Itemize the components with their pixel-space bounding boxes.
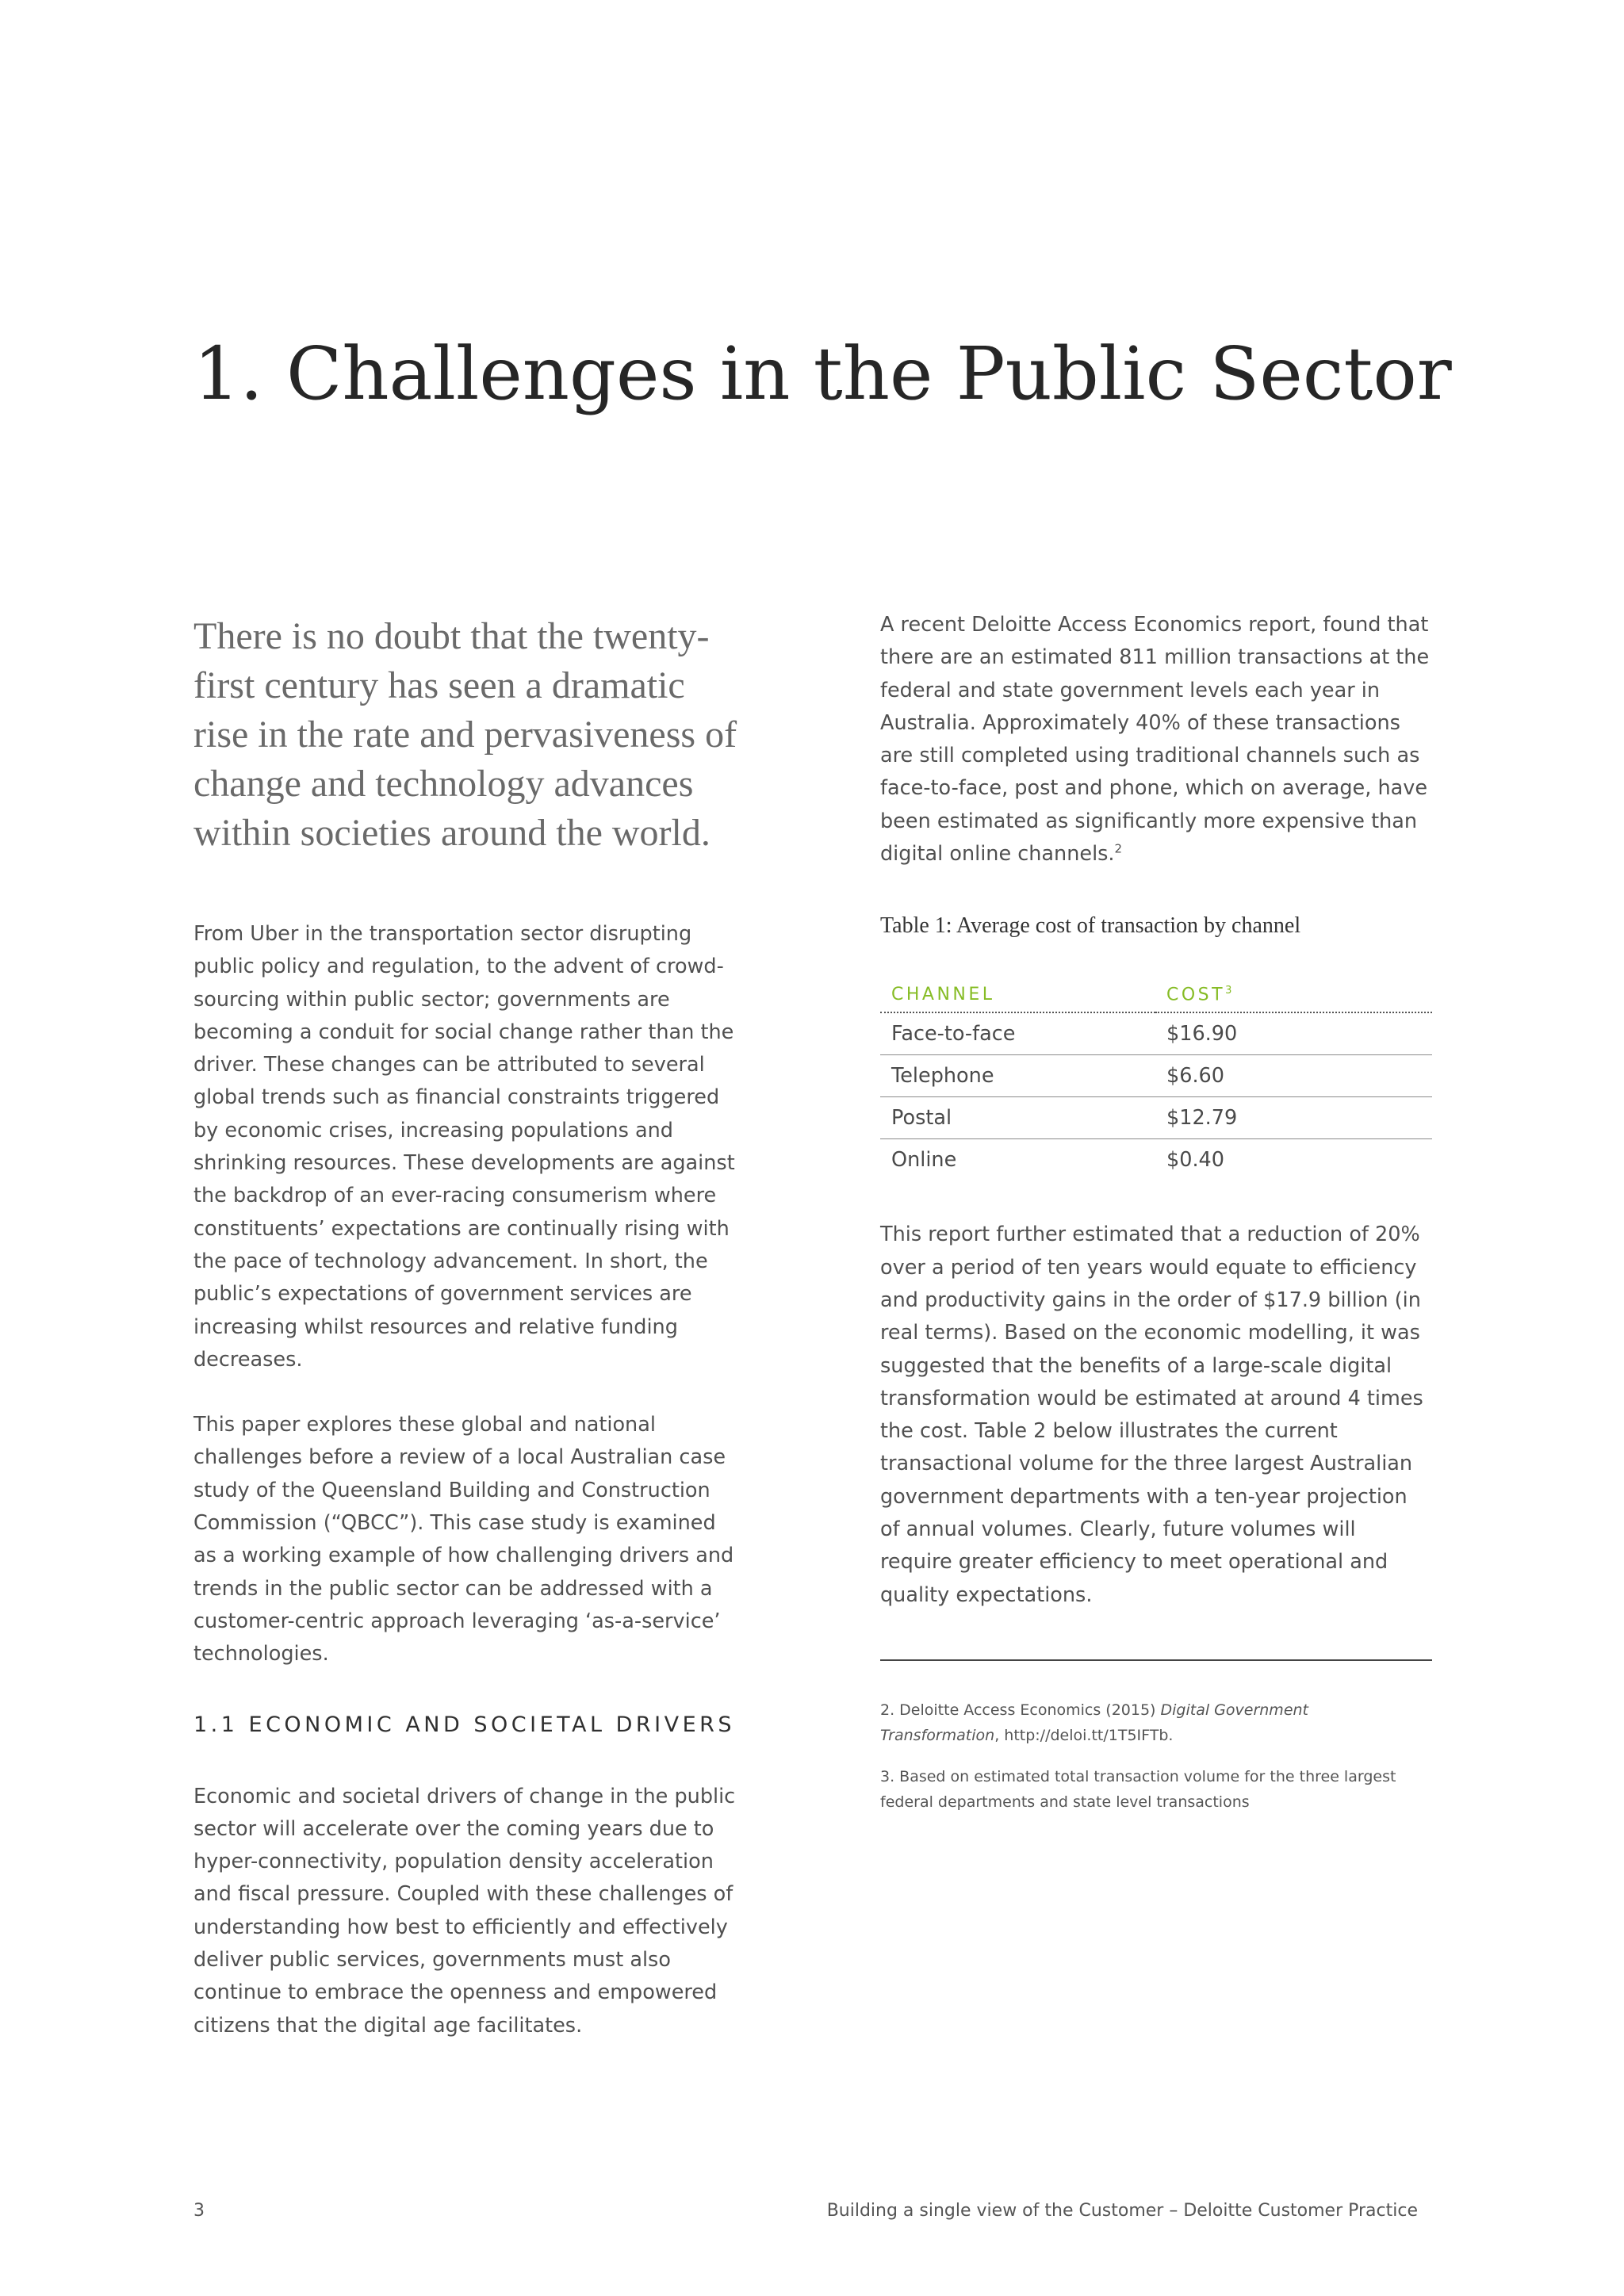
body-paragraph-1: From Uber in the transportation sector disrupting public policy and regulation, to the advent of crowd-sourcing within public sector; governments are becoming a conduit for social change rather than the driver. These changes can be attributed to several global trends such as financial constraints triggered by economic crises, increasing populations and shrinking resources. These developments are against the backdrop of an ever-racing consumerism where constituents’ expectations are continually rising with the pace of technology advancement. In short, the public’s expectations of government services are increasing whilst resources and relative funding decreases.: [193, 922, 735, 1372]
cost-cell: $6.60: [1155, 1055, 1432, 1097]
section-heading: 1.1 ECONOMIC AND SOCIETAL DRIVERS: [193, 1712, 736, 1737]
page-title: 1. Challenges in the Public Sector: [193, 331, 1452, 416]
footnote-2: [880, 1697, 1432, 1748]
table-header-row: [880, 983, 1432, 1012]
cost-cell: $0.40: [1166, 1148, 1225, 1173]
right-paragraph-1: [880, 609, 1432, 871]
footnote-divider: [880, 1659, 1432, 1661]
lead-paragraph: There is no doubt that the twenty-first century has seen a dramatic rise in the rate and pervasiveness of change and technology advances within societies around the world.: [193, 615, 737, 854]
footnote-2-title: Digital Government Transformation: [880, 1701, 1308, 1744]
table-row: [880, 1055, 1432, 1097]
footnote-2-prefix: 2. Deloitte Access Economics (2015): [880, 1701, 1161, 1719]
channel-cell: Postal: [880, 1097, 1155, 1139]
footnote-2-link: , http://deloi.tt/1T5IFTb.: [994, 1726, 1174, 1744]
footnote-ref-2: 2: [1114, 841, 1123, 856]
page-number: 3: [193, 2201, 205, 2221]
channel-cell: Face-to-face: [880, 1012, 1155, 1055]
body-paragraph-2: This paper explores these global and national challenges before a review of a local Australian case study of the Queensland Building and Construction Commission (“QBCC”). This case study is examined as a working example of how challenging drivers and trends in the public sector can be addressed with a customer-centric approach leveraging ‘as-a-service’ technologies.: [193, 1413, 734, 1667]
cost-cell: $16.90: [1155, 1012, 1432, 1055]
body-paragraph-3: Economic and societal drivers of change in the public sector will accelerate over the coming years due to hyper-connectivity, population density acceleration and fiscal pressure. Coupled with these challenges of understanding how best to efficiently and effectively deliver public services, governments must also continue to embrace the openness and empowered citizens that the digital age facilitates.: [193, 1784, 736, 2038]
channel-cell: Online: [891, 1148, 957, 1173]
header-cost-footnote-ref: 3: [1225, 984, 1233, 997]
header-cost-label: COST: [1166, 985, 1226, 1005]
header-cost: [1155, 983, 1432, 1012]
left-column: [193, 612, 741, 2042]
cost-table: [880, 983, 1432, 1181]
right-column: [880, 609, 1432, 1815]
table-row: [880, 1012, 1432, 1055]
table-row: [880, 1139, 1432, 1181]
table-caption: Table 1: Average cost of transaction by channel: [880, 913, 1301, 939]
running-footer: Building a single view of the Customer – Deloitte Customer Practice: [826, 2201, 1418, 2221]
channel-cell: Telephone: [880, 1055, 1155, 1097]
header-channel: CHANNEL: [880, 983, 1155, 1012]
right-paragraph-2: This report further estimated that a reduction of 20% over a period of ten years would equate to efficiency and productivity gains in the order of $17.9 billion (in real terms). Based on the economic modelling, it was suggested that the benefits of a large-scale digital transformation would be estimated at around 4 times the cost. Table 2 below illustrates the current transactional volume for the three largest Australian government departments with a ten-year projection of annual volumes. Clearly, future volumes will require greater efficiency to meet operational and quality expectations.: [880, 1223, 1423, 1607]
cost-cell: $12.79: [1155, 1097, 1432, 1139]
footnote-3: 3. Based on estimated total transaction volume for the three largest federal departments and state level transactions: [880, 1767, 1396, 1811]
table-row: [880, 1097, 1432, 1139]
right-paragraph-1-text: A recent Deloitte Access Economics report, found that there are an estimated 811 million transactions at the federal and state government levels each year in Australia. Approximately 40% of these transactions are still completed using traditional channels such as face-to-face, post and phone, which on average, have been estimated as significantly more expensive than digital online channels.: [880, 613, 1430, 867]
